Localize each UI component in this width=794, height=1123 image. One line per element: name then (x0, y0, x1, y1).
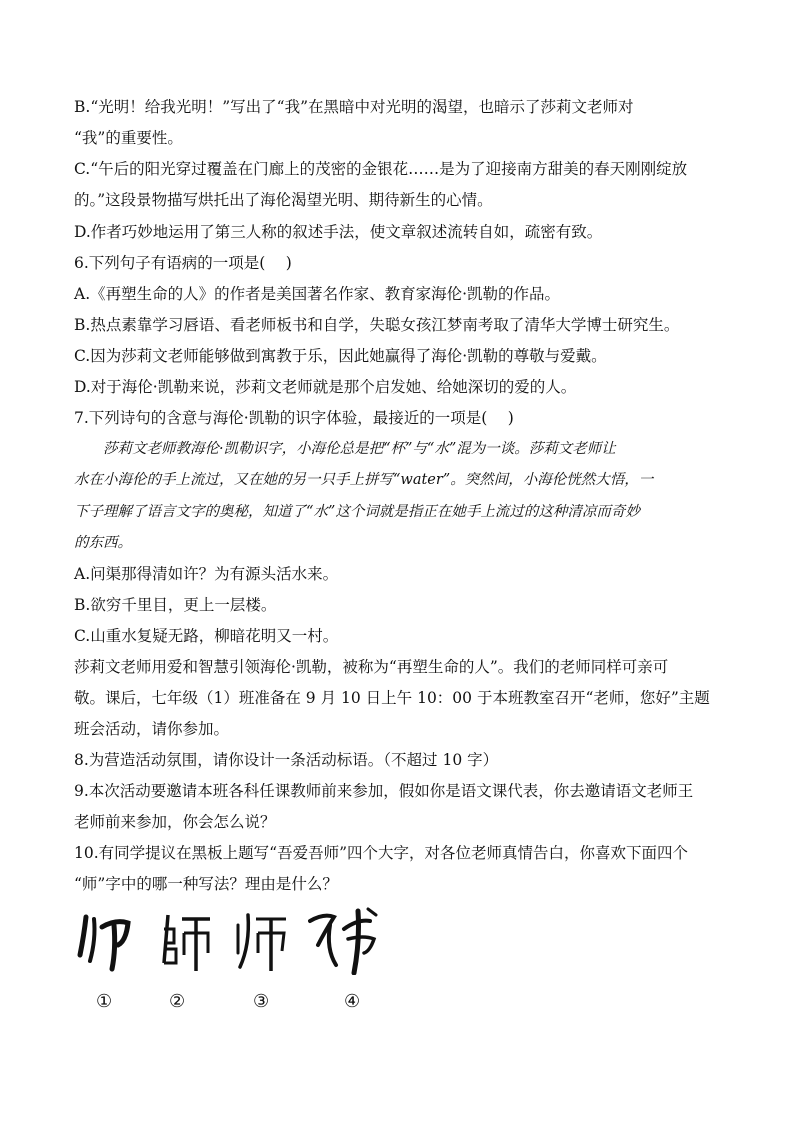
quote-line: 莎莉文老师教海伦·凯勒识字，小海伦总是把“杯”与“水”混为一谈。莎莉文老师让 (74, 441, 616, 457)
calligraphy-label-4: ④ (344, 991, 361, 1012)
option-d: D.对于海伦·凯勒来说，莎莉文老师就是那个启发她、给她深切的爱的人。 (74, 378, 577, 396)
option-a: A.《再塑生命的人》的作者是美国著名作家、教育家海伦·凯勒的作品。 (74, 285, 561, 303)
question-10: 10.有同学提议在黑板上题写“吾爱吾师”四个大字，对各位老师真情告白，你喜欢下面四个 (74, 844, 689, 862)
option-c: C.山重水复疑无路，柳暗花明又一村。 (74, 627, 339, 645)
calligraphy-label-3: ③ (253, 991, 270, 1012)
question-9: 9.本次活动要邀请本班各科任课教师前来参加，假如你是语文课代表，你去邀请语文老师王 (74, 782, 694, 800)
text-line: 的。”这段景物描写烘托出了海伦渴望光明、期待新生的心情。 (74, 191, 493, 209)
text-line: “我”的重要性。 (74, 129, 183, 147)
question-6: 6.下列句子有语病的一项是( ) (74, 254, 292, 272)
quote-line: 下子理解了语言文字的奥秘，知道了“水”这个词就是指正在她手上流过的这种清凉而奇妙 (74, 504, 640, 520)
text-line: 敬。课后，七年级（1）班准备在 9 月 10 日上午 10：00 于本班教室召开“老师，您好”主题 (74, 689, 710, 707)
question-8: 8.为营造活动氛围，请你设计一条活动标语。（不超过 10 字） (74, 751, 499, 769)
calligraphy-char-2 (154, 905, 214, 975)
calligraphy-label-2: ② (169, 991, 186, 1012)
option-b: B.欲穷千里目，更上一层楼。 (74, 596, 277, 614)
text-line: 班会活动，请你参加。 (74, 720, 230, 738)
text-line: 老师前来参加，你会怎么说？ (74, 813, 276, 831)
quote-line: 水在小海伦的手上流过，又在她的另一只手上拼写“water”。突然间，小海伦恍然大悟，一 (74, 472, 654, 488)
question-7: 7.下列诗句的含意与海伦·凯勒的识字体验，最接近的一项是( ) (74, 409, 514, 427)
text-line: C.“午后的阳光穿过覆盖在门廊上的茂密的金银花……是为了迎接南方甜美的春天刚刚绽放 (74, 160, 688, 178)
text-line: 莎莉文老师用爱和智慧引领海伦·凯勒，被称为“再塑生命的人”。我们的老师同样可亲可 (74, 658, 669, 676)
calligraphy-char-1 (72, 905, 134, 975)
text-line: D.作者巧妙地运用了第三人称的叙述手法，使文章叙述流转自如，疏密有致。 (74, 223, 603, 241)
calligraphy-char-4 (308, 905, 384, 975)
text-line: “师”字中的哪一种写法？理由是什么？ (74, 875, 338, 893)
option-c: C.因为莎莉文老师能够做到寓教于乐，因此她赢得了海伦·凯勒的尊敬与爱戴。 (74, 347, 607, 365)
quote-line: 的东西。 (74, 535, 132, 551)
text-line: B.“光明！给我光明！”写出了“我”在黑暗中对光明的渴望，也暗示了莎莉文老师对 (74, 98, 634, 116)
option-b: B.热点素靠学习唇语、看老师板书和自学，失聪女孩江梦南考取了清华大学博士研究生。 (74, 316, 680, 334)
calligraphy-label-1: ① (96, 991, 113, 1012)
calligraphy-char-3 (230, 905, 290, 975)
calligraphy-samples (72, 905, 402, 975)
option-a: A.问渠那得清如许？为有源头活水来。 (74, 565, 339, 583)
